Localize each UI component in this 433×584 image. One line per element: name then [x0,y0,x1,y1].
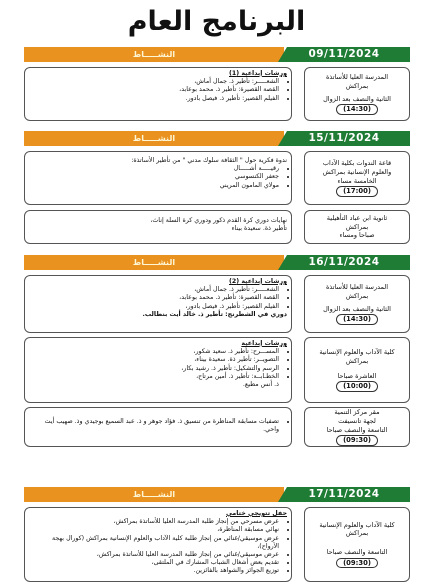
venue-line: صباحا ومساء [339,231,375,240]
time-badge: (10:00) [336,381,378,392]
venue-line: التاسعة والنصف صباحا [326,548,388,557]
time-badge: (09:30) [336,435,378,446]
list-item: • الفيلم القصير: تأطير ذ. فيصل بادور، [29,303,279,311]
venue-line: التاسعة والنصف صباحا [326,425,388,434]
activity-extra: دوري في الشطرنج: تأطير ذ. خالد أيت بنطالب. [142,310,287,318]
list-item: • الفيلم القصير: تأطير ذ. فيصل بادور. [29,95,279,103]
venue-line: مقر مركز التنمية [334,408,380,417]
list-item: • الخطـابــة: تأطير ذ. أمين مرتاح، [29,373,279,381]
activity-heading: ورشات إبداعية [241,340,287,347]
list-item: • المســـرح: تأطير ذ. سعيد شكور، [29,348,279,356]
activity-label: النشـــــاط [132,490,176,499]
activity-label: النشـــــاط [132,50,176,59]
list-item: • التصويــر: تأطير ذة. سعيدة بيناء، [29,356,279,364]
venue-line: العاشرة صباحا [337,371,377,380]
venue-line: الثانية والنصف بعد الزوال [323,304,391,313]
venue-line: بمراكش [345,81,369,90]
list-item: • تصفيات مسابقة المناظرة من تنسيق ذ. فؤاد جوهر و ذ. عبد السميع بوجيدي وذ. صهيب أيت واحي. [29,418,279,434]
list-item: ذ. أنس مطيع. [242,381,279,389]
list-item: • الرسم والتشكيل: تأطير ذ. رشيد بكار، [29,365,279,373]
list-item: • توزيع الجوائز والشواهد بالفائزين. [29,567,279,575]
venue-line: قاعة الندوات بكلية الآداب [322,159,392,168]
venue-cell [304,407,410,447]
date-label: 15/11/2024 [308,132,380,144]
venue-line: بمراكش [345,356,369,365]
date-label: 17/11/2024 [308,488,380,500]
time-badge: (14:30) [336,314,378,325]
activity-cell [24,407,292,447]
page-title: البرنامج العام [127,6,306,37]
venue-cell [304,337,410,403]
day-header [24,131,410,146]
list-item: • عرض موسيقي/غنائي من إنجاز طلبة المدرسة العليا للأساتذة بمراكش، [29,551,279,559]
time-badge: (14:30) [336,104,378,115]
venue-cell [304,275,410,333]
venue-line: بمراكش [345,529,369,538]
venue-line: كلية الآداب والعلوم الإنسانية [319,348,395,357]
activity-cell [24,151,292,205]
venue-cell [304,151,410,205]
list-item: • الشعـــــر: تأطير ذ. جمال أماش، [29,78,279,86]
list-item: • القصة القصيرة: تأطير ذ. محمد بوعابد، [29,294,279,302]
list-item: • نهائي مسابقة المناظرة، [29,526,279,534]
activity-intro: نهايات دوري كرة القدم ذكور ودوري كرة السلة إناث، [150,217,287,224]
activity-cell [24,507,292,582]
venue-line: الثانية والنصف بعد الزوال [323,94,391,103]
list-item: • الشعـــــر: تأطير ذ. جمال أماش، [29,286,279,294]
activity-cell [24,275,292,333]
list-item: • القصة القصيرة: تأطير ذ. محمد بوعابد، [29,86,279,94]
list-item: • رقيـــــة أشـــــال [29,165,279,173]
list-item: • تقديم بعض أشغال الشباب المشارك في الملتقى، [29,559,279,567]
venue-line: كلية الآداب والعلوم الإنسانية [319,520,395,529]
day-header [24,487,410,502]
activity-label: النشـــــاط [132,134,176,143]
activity-intro: ندوة فكرية حول " الثقافة سلوك مدني " من تأطير الأساتذة: [131,157,287,164]
venue-cell [304,507,410,582]
activity-heading: ورشات إبداعية (1) [229,70,287,77]
venue-line: بمراكش [345,222,369,231]
venue-line: المدرسة العليا للأساتذة [325,283,389,292]
day-header [24,47,410,62]
activity-heading: حفل تتويجي ختامي [226,510,287,517]
activity-label: النشـــــاط [132,258,176,267]
activity-heading: ورشات إبداعية (2) [229,278,287,285]
date-label: 09/11/2024 [308,48,380,60]
list-item: • مولاي المامون المريني [29,182,279,190]
venue-line: ثانوية ابن عباد التأهيلية [326,213,388,222]
venue-line: بمراكش [345,291,369,300]
time-badge: (17:00) [336,186,378,197]
list-item: • عرض موسيقي/غنائي من إنجاز طلبة كلية الآداب والعلوم الإنسانية بمراكش (كورال بهجة الأرواح)، [29,535,279,551]
venue-line: المدرسة العليا للأساتذة [325,73,389,82]
date-label: 16/11/2024 [308,256,380,268]
venue-line: الخامسة مساء [337,176,377,185]
activity-extra: تأطير ذة. سعيدة بيناء [231,225,287,233]
venue-cell [304,210,410,244]
activity-cell [24,210,292,244]
venue-line: لجهة تانسيفت [338,416,376,425]
list-item: • جعفر الكنسوسي [29,173,279,181]
venue-cell [304,67,410,121]
time-badge: (09:30) [336,558,378,569]
activity-cell [24,67,292,121]
list-item: • عرض مسرحي من إنجاز طلبة المدرسة العليا للأساتذة بمراكش، [29,518,279,526]
day-header [24,255,410,270]
venue-line: والعلوم الإنسانية بمراكش [322,167,392,176]
activity-cell [24,337,292,403]
